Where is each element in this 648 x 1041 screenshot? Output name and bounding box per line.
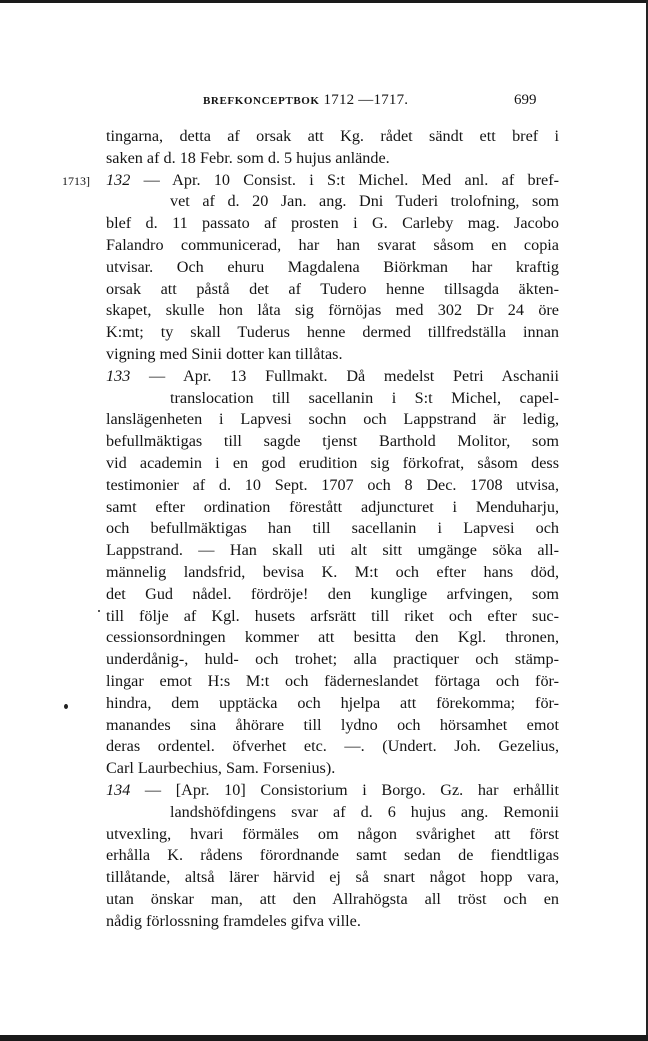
text-line: det Gud nådel. fördröje! den kunglige arfvingen, som: [106, 584, 559, 603]
text-line: cessionsordningen kommer att besitta den Kgl. thronen,: [106, 628, 559, 647]
text-line: utan önskar man, att den Allrahögsta all tröst och en: [106, 889, 559, 908]
text-line: hindra, dem upptäcka och hjelpa att förekomma; för-: [106, 693, 559, 712]
text-line: tingarna, detta af orsak att Kg. rådet sändt ett bref i: [106, 127, 559, 145]
text-line: befullmäktigas till sagde tjenst Barthold Molitor, som: [106, 432, 559, 451]
text-line: landshöfdingens svar af d. 6 hujus ang. Remonii: [170, 802, 559, 821]
text-line: Carl Laurbechius, Sam. Forsenius).: [106, 759, 336, 778]
margin-year-note: 1713]: [62, 174, 90, 188]
text-line: vet af d. 20 Jan. ang. Dni Tuderi trolofning, som: [170, 192, 559, 211]
text-line: manandes sina åhörare till lydno och hörsamhet emot: [106, 715, 559, 734]
text-line: Lappstrand. — Han skall uti alt sitt umgänge söka all-: [106, 541, 559, 560]
text-line: saken af d. 18 Febr. som d. 5 hujus anlände.: [106, 148, 390, 167]
running-head: [0, 90, 648, 114]
entry-134-line: 134 — [Apr. 10] Consistorium i Borgo. Gz. har erhållit: [106, 780, 559, 799]
body-text: [106, 126, 559, 932]
text-line: deras ordentel. öfverhet etc. —. (Undert. Joh. Gezelius,: [106, 737, 559, 756]
text-line: nådig förlossning framdeles gifva ville.: [106, 911, 361, 930]
text-line: testimonier af d. 10 Sept. 1707 och 8 Dec. 1708 utvisa,: [106, 475, 559, 494]
scan-bottom-edge: [0, 1035, 648, 1041]
running-title: [203, 92, 408, 109]
text-line: skapet, skulle hon låta sig förnöjas med 302 Dr 24 öre: [106, 301, 559, 320]
text-line: männelig landsfrid, bevisa K. M:t och efter hans död,: [106, 562, 559, 581]
text-line: samt efter ordination förestått adjuncturet i Menduharju,: [106, 497, 559, 516]
text-line: tillåtande, altså lärer härvid ej så snart något hopp vara,: [106, 868, 559, 887]
entry-132-line: 132 — Apr. 10 Consist. i S:t Michel. Med anl. af bref-: [106, 170, 559, 189]
text-line: erhålla K. rådens förordnande samt sedan de fiendtligas: [106, 846, 559, 865]
entry-number: 134: [106, 780, 131, 799]
text-line: translocation till sacellanin i S:t Michel, capel-: [170, 388, 559, 407]
text-line: underdånig-, huld- och trohet; alla practiquer och stämp-: [106, 650, 559, 669]
page-number: 699: [514, 92, 537, 108]
entry-number: 133: [106, 366, 131, 385]
text-line: K:mt; ty skall Tuderus henne dermed tillfredställa innan: [106, 323, 559, 342]
text-line: lingar emot H:s M:t och fäderneslandet förtaga och för-: [106, 671, 559, 690]
text-line: Falandro communicerad, har han svarat såsom en copia: [106, 235, 559, 254]
text-line: vigning med Sinii dotter kan tillåtas.: [106, 344, 343, 363]
text-line: lanslägenheten i Lapvesi sochn och Lappstrand är ledig,: [106, 410, 559, 429]
entry-133-line: 133 — Apr. 13 Fullmakt. Då medelst Petri Aschanii: [106, 366, 559, 385]
text-line: till följe af Kgl. husets arfsrätt till riket och efter suc-: [106, 606, 559, 625]
text-line: utvisar. Och ehuru Magdalena Biörkman har kraftig: [106, 257, 559, 276]
scan-top-edge: [0, 0, 648, 3]
scan-speck: [98, 610, 100, 612]
running-title-book: BREFKONCEPTBOK: [203, 95, 320, 107]
text-line: utvexling, hvari förmäles om någon svårighet att först: [106, 824, 559, 843]
text-line: orsak att påstå det af Tudero henne tillsagda äkten-: [106, 279, 559, 298]
text-line: blef d. 11 passato af prosten i G. Carleby mag. Jacobo: [106, 214, 559, 233]
text-line: och befullmäktigas han till sacellanin i Lapvesi och: [106, 519, 559, 538]
entry-number: 132: [106, 170, 131, 189]
running-title-years: 1712 —1717.: [323, 92, 409, 108]
text-line: vid academin i en god erudition sig förkofrat, såsom dess: [106, 453, 559, 472]
scan-speck: [64, 704, 68, 709]
